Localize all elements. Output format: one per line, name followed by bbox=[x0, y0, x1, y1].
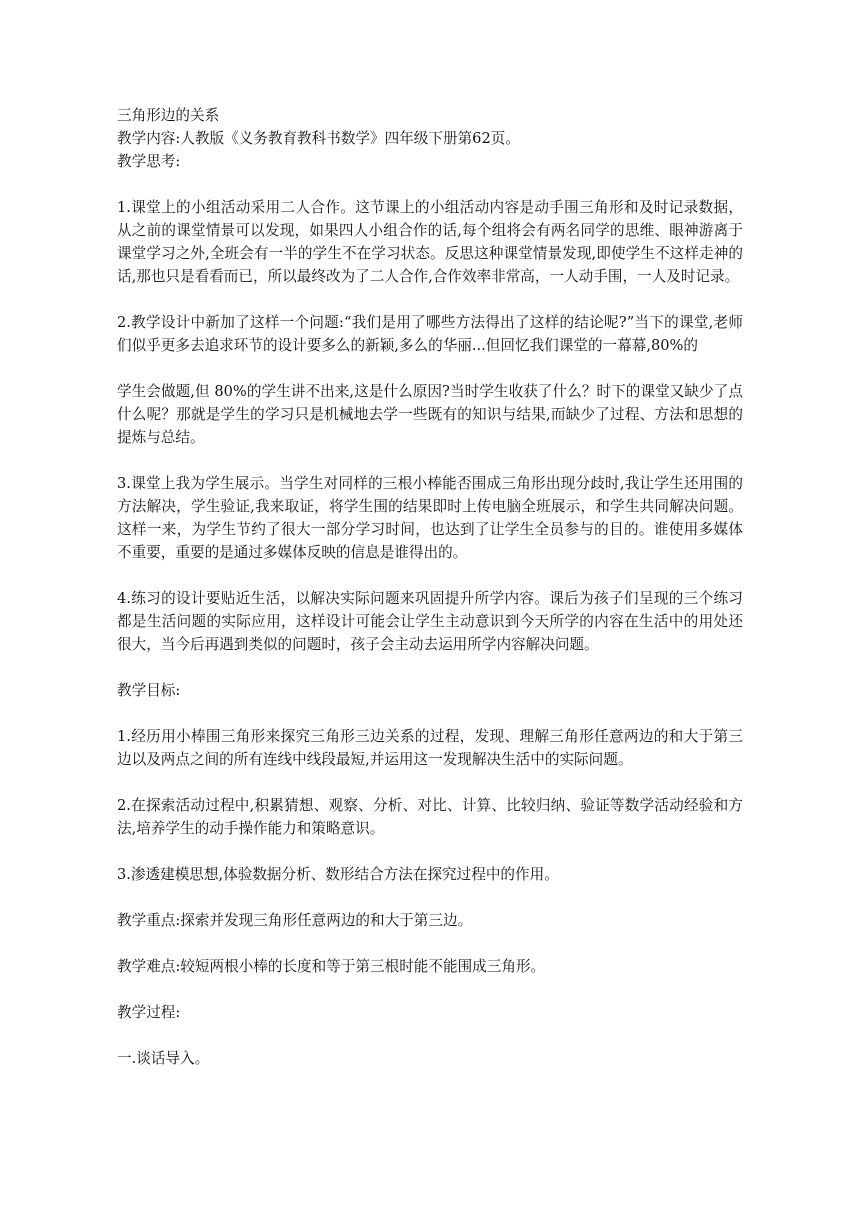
key-point: 教学重点:探索并发现三角形任意两边的和大于第三边。 bbox=[117, 912, 473, 929]
difficulty: 教学难点:较短两根小棒的长度和等于第三根时能不能围成三角形。 bbox=[117, 958, 546, 975]
reflection-paragraph-2: 2.教学设计中新加了这样一个问题:“我们是用了哪些方法得出了这样的结论呢?”当下的课堂,老师们似乎更多去追求环节的设计要多么的新颖,多么的华丽...但回忆我们课堂的一幕幕,80%的 bbox=[117, 314, 743, 354]
goals-heading: 教学目标: bbox=[117, 682, 181, 699]
reflection-paragraph-4: 4.练习的设计要贴近生活，以解决实际问题来巩固提升所学内容。课后为孩子们呈现的三个练习都是生活问题的实际应用，这样设计可能会让学生主动意识到今天所学的内容在生活中的用处还很大，当今后再遇到类似的问题时，孩子会主动去运用所学内容解决问题。 bbox=[117, 590, 743, 653]
goal-3: 3.渗透建模思想,体验数据分析、数形结合方法在探究过程中的作用。 bbox=[117, 866, 559, 883]
process-heading: 教学过程: bbox=[117, 1004, 181, 1021]
document-page bbox=[117, 104, 743, 1070]
process-step-1: 一.谈话导入。 bbox=[117, 1050, 210, 1067]
reflection-paragraph-1: 1.课堂上的小组活动采用二人合作。这节课上的小组活动内容是动手围三角形和及时记录数据，从之前的课堂情景可以发现，如果四人小组合作的话,每个组将会有两名同学的思维、眼神游离于课堂学习之外,全班会有一半的学生不在学习状态。反思这种课堂情景发现,即使学生不这样走神的话,那也只是看看而已，所以最终改为了二人合作,合作效率非常高，一人动手围，一人及时记录。 bbox=[117, 199, 743, 285]
teaching-content: 教学内容:人教版《义务教育教科书数学》四年级下册第62页。 bbox=[117, 130, 520, 147]
goal-2: 2.在探索活动过程中,积累猜想、观察、分析、对比、计算、比较归纳、验证等数学活动经验和方法,培养学生的动手操作能力和策略意识。 bbox=[117, 797, 743, 837]
reflection-paragraph-3: 3.课堂上我为学生展示。当学生对同样的三根小棒能否围成三角形出现分歧时,我让学生还用围的方法解决，学生验证,我来取证，将学生围的结果即时上传电脑全班展示，和学生共同解决问题。这样一来，为学生节约了很大一部分学习时间，也达到了让学生全员参与的目的。谁使用多媒体不重要，重要的是通过多媒体反映的信息是谁得出的。 bbox=[117, 475, 743, 561]
goal-1: 1.经历用小棒围三角形来探究三角形三边关系的过程，发现、理解三角形任意两边的和大于第三边以及两点之间的所有连线中线段最短,并运用这一发现解决生活中的实际问题。 bbox=[117, 728, 743, 768]
doc-title: 三角形边的关系 bbox=[117, 107, 220, 124]
reflection-heading: 教学思考: bbox=[117, 153, 181, 170]
reflection-paragraph-2-continued: 学生会做题,但 80%的学生讲不出来,这是什么原因?当时学生收获了什么？时下的课堂又缺少了点什么呢？那就是学生的学习只是机械地去学一些既有的知识与结果,而缺少了过程、方法和思想的提炼与总结。 bbox=[117, 383, 743, 446]
